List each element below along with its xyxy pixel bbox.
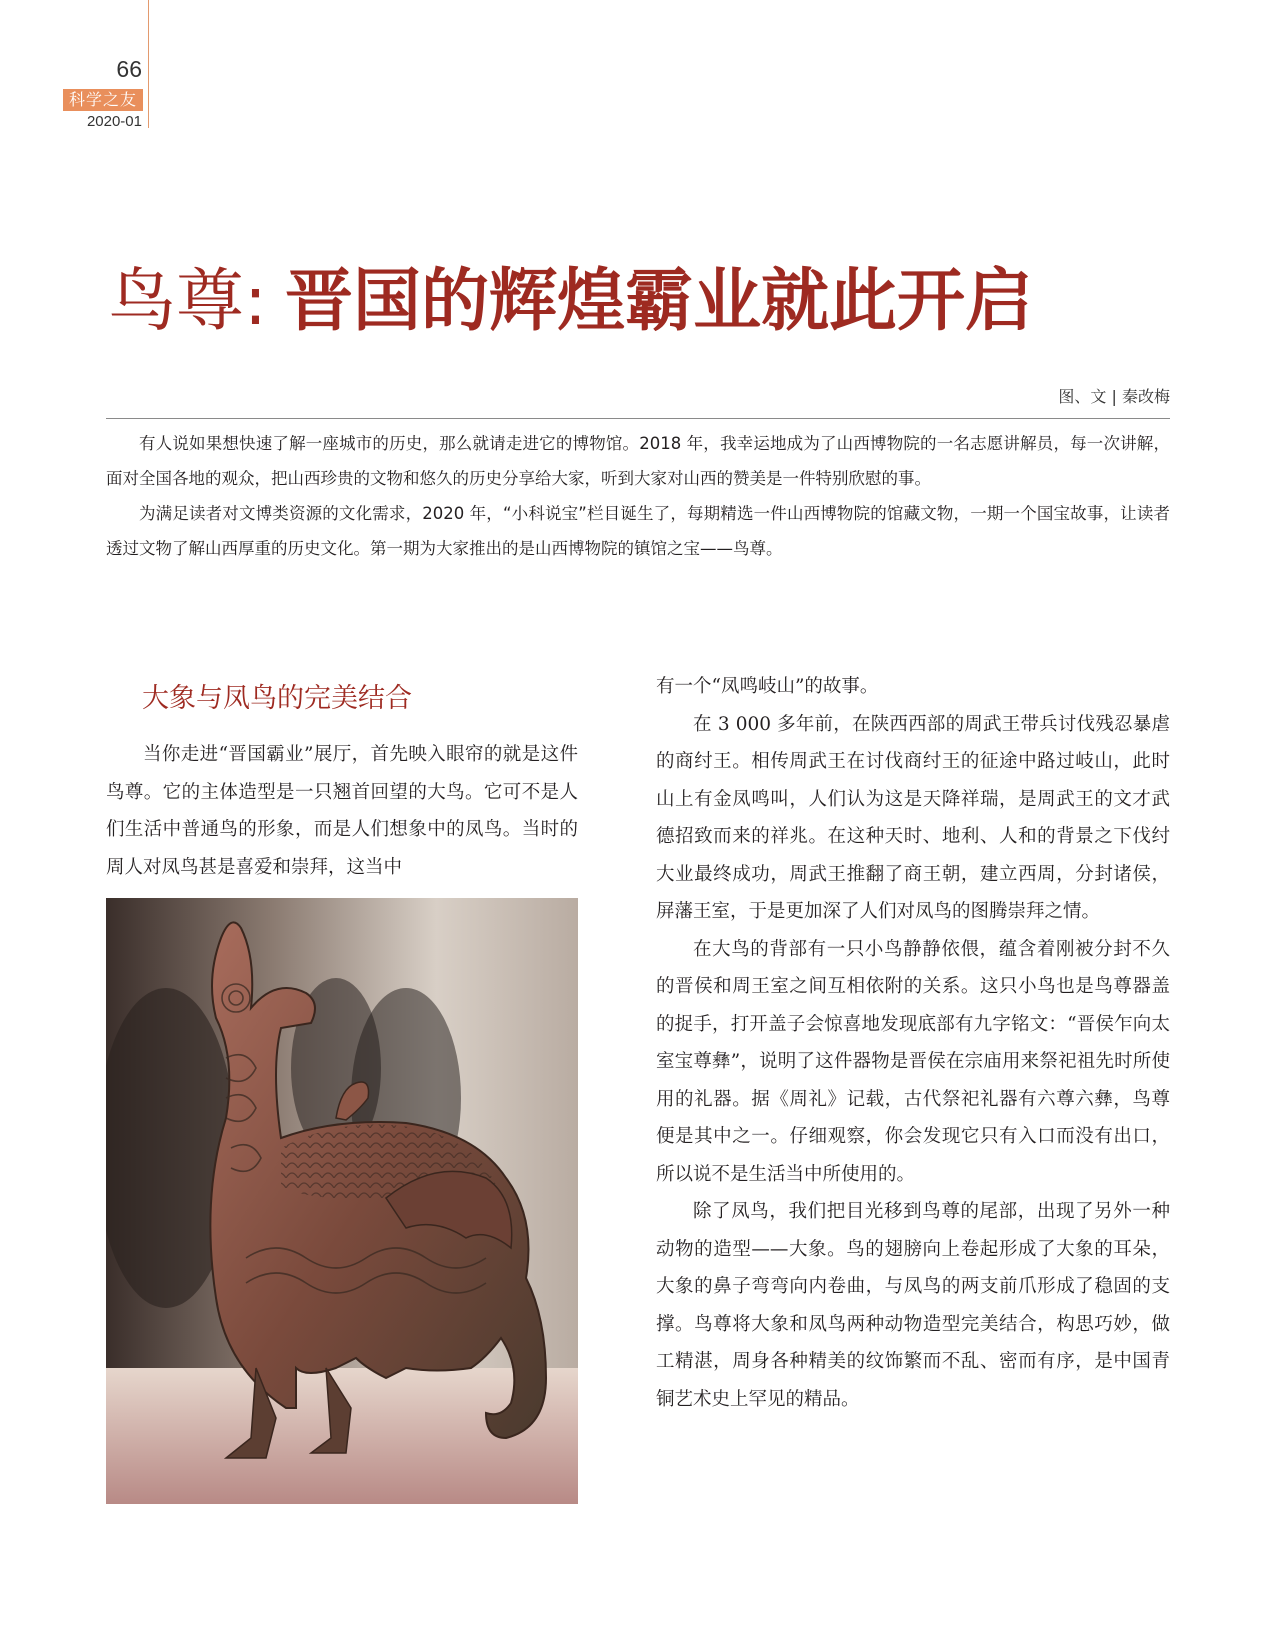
body-paragraph: 有一个“凤鸣岐山”的故事。	[656, 676, 879, 697]
section-heading: 大象与凤鸟的完美结合	[142, 683, 412, 714]
title-rule	[106, 418, 1170, 419]
left-column	[106, 736, 578, 886]
title-main: 晋国的辉煌霸业就此开启	[284, 262, 1033, 341]
header-divider-line	[148, 0, 149, 128]
article-title	[108, 262, 1168, 342]
body-paragraph: 当你走进“晋国霸业”展厅，首先映入眼帘的就是这件鸟尊。它的主体造型是一只翘首回望的大鸟。它可不是人们生活中普通鸟的形象，而是人们想象中的凤鸟。当时的周人对凤鸟甚是喜爱和崇拜，这当中	[106, 744, 578, 878]
body-paragraph: 在大鸟的背部有一只小鸟静静依偎，蕴含着刚被分封不久的晋侯和周王室之间互相依附的关系。这只小鸟也是鸟尊器盖的捉手，打开盖子会惊喜地发现底部有九字铭文：“晋侯乍向太室宝尊彝”，说明了这件器物是晋侯在宗庙用来祭祀祖先时所使用的礼器。据《周礼》记载，古代祭祀礼器有六尊六彝，鸟尊便是其中之一。仔细观察，你会发现它只有入口而没有出口，所以说不是生活当中所使用的。	[656, 938, 1170, 1185]
intro-block	[106, 426, 1170, 566]
intro-paragraph: 有人说如果想快速了解一座城市的历史，那么就请走进它的博物馆。2018 年，我幸运地成为了山西博物院的一名志愿讲解员，每一次讲解，面对全国各地的观众，把山西珍贵的文物和悠久的历史分享给大家，听到大家对山西的赞美是一件特别欣慰的事。	[106, 434, 1170, 488]
body-paragraph: 在 3 000 多年前，在陕西西部的周武王带兵讨伐残忍暴虐的商纣王。相传周武王在讨伐商纣王的征途中路过岐山，此时山上有金凤鸣叫，人们认为这是天降祥瑞，是周武王的文才武德招致而来的祥兆。在这种天时、地利、人和的背景之下伐纣大业最终成功，周武王推翻了商王朝，建立西周，分封诸侯，屏藩王室，于是更加深了人们对凤鸟的图腾崇拜之情。	[656, 713, 1170, 922]
magazine-name-badge: 科学之友	[63, 89, 143, 111]
right-column	[656, 668, 1170, 1418]
bird-zun-photo	[106, 898, 578, 1504]
body-paragraph: 除了凤鸟，我们把目光移到鸟尊的尾部，出现了另外一种动物的造型——大象。鸟的翅膀向上卷起形成了大象的耳朵，大象的鼻子弯弯向内卷曲，与凤鸟的两支前爪形成了稳固的支撑。鸟尊将大象和凤鸟两种动物造型完美结合，构思巧妙，做工精湛，周身各种精美的纹饰繁而不乱、密而有序，是中国青铜艺术史上罕见的精品。	[656, 1201, 1170, 1410]
title-subject: 鸟尊	[108, 262, 245, 341]
page-number: 66	[116, 56, 142, 82]
intro-paragraph: 为满足读者对文博类资源的文化需求，2020 年，“小科说宝”栏目诞生了，每期精选一件山西博物院的馆藏文物，一期一个国宝故事，让读者透过文物了解山西厚重的历史文化。第一期为大家推出的是山西博物院的镇馆之宝——鸟尊。	[106, 504, 1170, 558]
title-separator: :	[244, 262, 267, 341]
byline: 图、文 | 秦改梅	[1058, 387, 1170, 406]
issue-date: 2020-01	[86, 113, 142, 130]
